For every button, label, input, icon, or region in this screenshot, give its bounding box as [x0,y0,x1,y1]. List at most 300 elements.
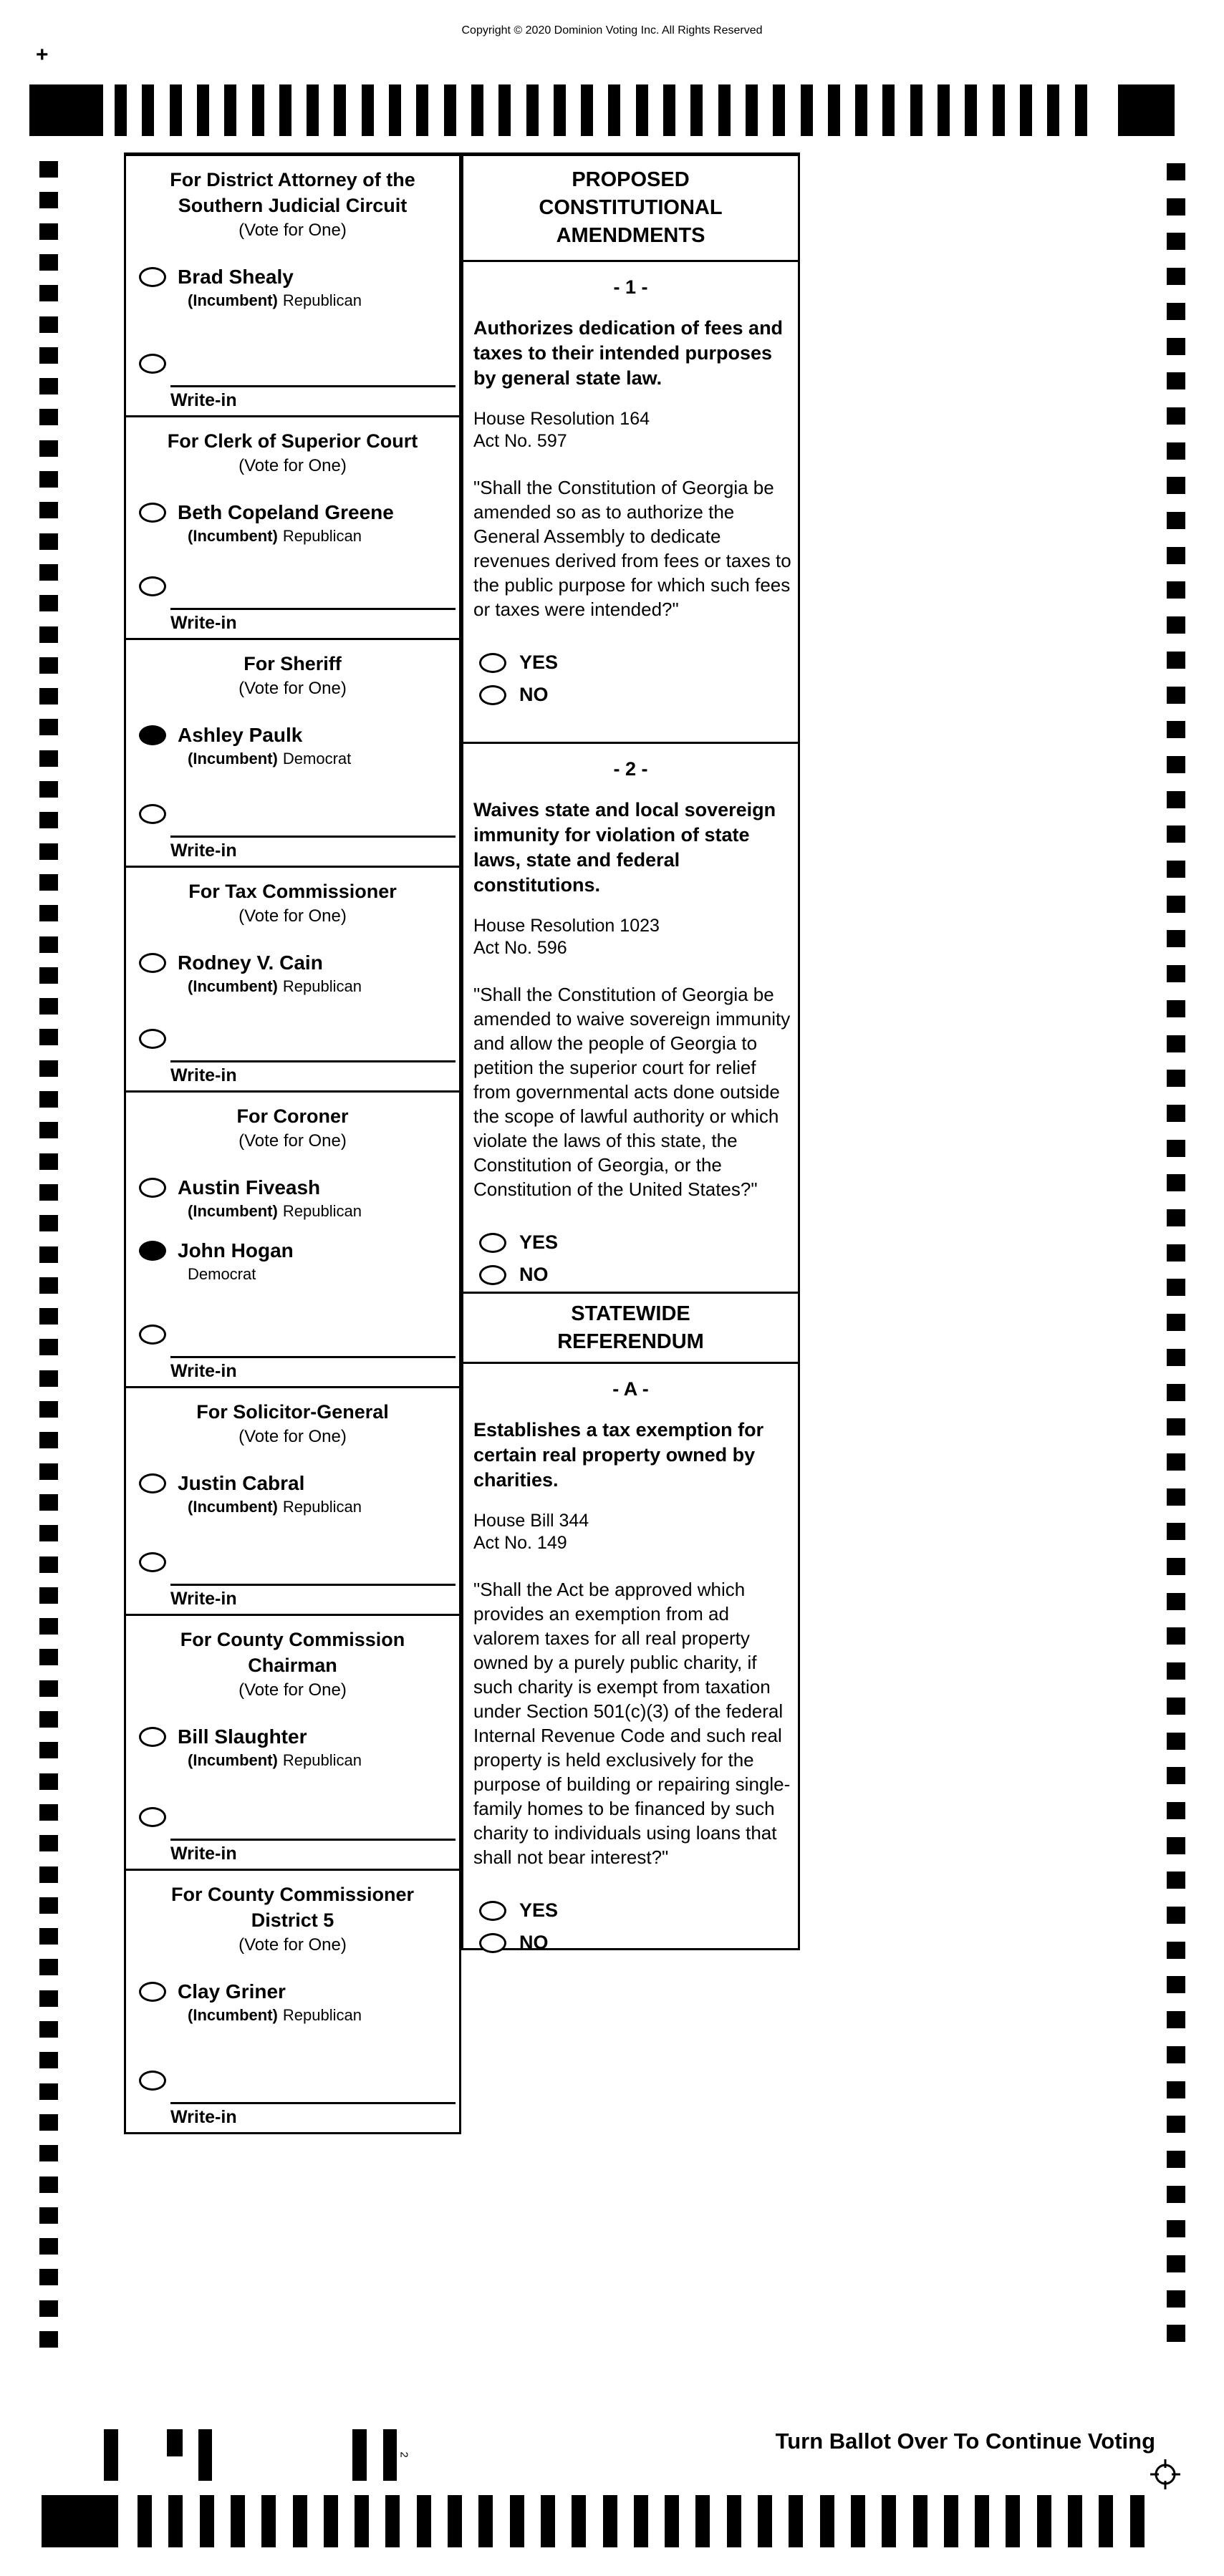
candidate-oval[interactable] [139,267,166,287]
timing-mark [718,84,731,136]
candidate-name: Ashley Paulk [178,724,303,746]
contest-title: For County Commissioner District 5 [170,1884,415,1931]
writein-oval[interactable] [139,1552,166,1572]
contest-coroner [126,1103,459,1388]
timing-mark [39,1928,58,1945]
timing-mark [42,2495,118,2547]
timing-mark [324,2495,338,2547]
writein-oval[interactable] [139,1325,166,1345]
candidate-row [139,1725,459,1748]
candidate-row [139,1239,459,1262]
timing-mark [1167,652,1185,669]
measures-column [461,152,800,1953]
timing-mark [1167,163,1185,180]
timing-mark [498,84,511,136]
timing-mark [1167,1872,1185,1889]
timing-mark [1167,1314,1185,1331]
timing-mark [746,84,758,136]
timing-mark [1167,2081,1185,2098]
timing-mark [39,2052,58,2068]
timing-mark [1167,2255,1185,2272]
measure-amendment-2 [463,758,798,1294]
timing-mark [572,2495,586,2547]
timing-mark [1167,303,1185,320]
candidate-party: (Incumbent) Republican [188,977,362,995]
timing-mark [1167,1070,1185,1087]
timing-mark [115,84,127,136]
timing-mark [39,1246,58,1263]
amendments-header: PROPOSED CONSTITUTIONAL AMENDMENTS [463,156,798,262]
timing-mark [1167,1837,1185,1854]
timing-mark [1167,1453,1185,1471]
timing-mark [224,84,236,136]
timing-mark [39,1339,58,1355]
candidate-party: (Incumbent) Democrat [188,750,352,768]
timing-mark [636,84,648,136]
writein-area[interactable] [170,836,456,861]
timing-mark [478,2495,493,2547]
timing-mark [727,2495,741,2547]
candidate-oval[interactable] [139,1241,166,1261]
timing-mark [828,84,840,136]
contest-title: For Coroner [236,1105,349,1127]
timing-mark [39,2176,58,2193]
timing-mark [39,471,58,488]
measure-references: House Resolution 1023 Act No. 596 [473,916,660,958]
timing-mark [39,2238,58,2255]
timing-mark [39,719,58,735]
timing-mark [39,2145,58,2161]
candidate-oval[interactable] [139,1178,166,1198]
timing-mark [1167,407,1185,425]
timing-mark [1167,756,1185,773]
contest-county-commissioner-district-5 [126,1882,459,2132]
timing-mark [39,2114,58,2131]
writein-label: Write-in [170,1844,237,1864]
vote-for-one-instruction: (Vote for One) [238,1131,347,1151]
timing-mark [581,84,593,136]
timing-mark [1167,721,1185,738]
contest-district-attorney [126,167,459,417]
timing-mark [444,84,456,136]
writein-oval[interactable] [139,2071,166,2091]
timing-mark [975,2495,989,2547]
timing-mark [541,2495,555,2547]
timing-mark [1167,198,1185,216]
timing-mark [448,2495,462,2547]
timing-mark [39,2207,58,2224]
plus-registration-mark: + [36,43,49,67]
timing-mark [1167,268,1185,285]
timing-mark [39,1804,58,1821]
measure-amendment-1 [463,276,798,744]
timing-mark [1167,1035,1185,1052]
measure-question: "Shall the Constitution of Georgia be amended so as to authorize the General Assembly to dedicate revenues derived from fees or taxes to the public purpose for which such fees or taxes were intended?" [473,477,791,620]
timing-mark [758,2495,772,2547]
measure-number: - 1 - [613,276,648,298]
measure-summary: Establishes a tax exemption for certain real property owned by charities. [473,1419,764,1491]
timing-mark [39,440,58,457]
timing-mark [142,84,154,136]
timing-mark [471,84,483,136]
timing-mark [39,1060,58,1077]
candidate-name: Clay Griner [178,1980,286,2003]
timing-mark [39,161,58,178]
timing-mark [138,2495,152,2547]
timing-mark [1167,2290,1185,2308]
timing-mark [39,998,58,1015]
writein-area[interactable] [170,1839,456,1864]
yes-label: YES [519,1899,559,1921]
timing-mark [1167,1802,1185,1819]
no-oval[interactable] [479,1265,506,1285]
timing-mark [944,2495,958,2547]
timing-mark [1167,1976,1185,1993]
timing-mark [1167,1279,1185,1296]
timing-mark [39,750,58,767]
writein-label: Write-in [170,841,237,861]
timing-mark [882,2495,896,2547]
no-label: NO [519,684,549,705]
writein-area[interactable] [170,1060,456,1086]
contest-title: For Solicitor-General [196,1401,389,1423]
candidate-oval[interactable] [139,1982,166,2002]
timing-mark [39,1773,58,1790]
timing-mark [820,2495,834,2547]
timing-mark [39,1463,58,1480]
timing-mark [1167,1105,1185,1122]
timing-mark [634,2495,648,2547]
timing-mark [1167,1418,1185,1435]
timing-mark [1068,2495,1082,2547]
contest-title: For Sheriff [244,653,342,674]
timing-mark [1167,1140,1185,1157]
timing-mark [39,2021,58,2038]
timing-mark [1167,1698,1185,1715]
turn-ballot-over-text: Turn Ballot Over To Continue Voting [775,2429,1155,2454]
stub-bar [352,2429,367,2481]
measure-number: - A - [612,1378,649,1400]
timing-mark [1167,861,1185,878]
timing-mark [1167,1627,1185,1645]
timing-mark [663,84,675,136]
timing-mark [39,1432,58,1448]
timing-mark [1075,84,1087,136]
timing-mark [1167,233,1185,250]
candidate-name: Justin Cabral [178,1472,305,1494]
timing-mark [1167,896,1185,913]
writein-oval[interactable] [139,576,166,596]
timing-mark [1167,2220,1185,2237]
timing-mark [1047,84,1059,136]
writein-label: Write-in [170,1589,237,1609]
no-label: NO [519,1264,549,1285]
timing-mark [39,1680,58,1697]
timing-mark [416,84,428,136]
yes-oval[interactable] [479,1233,506,1253]
timing-mark [39,1122,58,1138]
timing-mark [1167,1209,1185,1226]
timing-mark [1099,2495,1113,2547]
contest-column [124,152,461,2134]
timing-mark [39,2083,58,2100]
writein-label: Write-in [170,390,237,410]
no-choice [479,1932,798,1954]
timing-mark [1167,1662,1185,1680]
contest-county-commission-chairman [126,1627,459,1871]
statewide-referendum-header: STATEWIDE REFERENDUM [463,1294,798,1364]
candidate-party: (Incumbent) Republican [188,1751,362,1769]
timing-mark [39,843,58,860]
no-choice [479,684,798,706]
candidate-party: (Incumbent) Republican [188,1202,362,1220]
timing-mark [39,1897,58,1914]
writein-oval[interactable] [139,1029,166,1049]
writein-area[interactable] [170,608,456,634]
timing-mark [39,347,58,364]
writein-area[interactable] [170,1356,456,1382]
timing-mark [510,2495,524,2547]
timing-mark [39,2331,58,2348]
no-label: NO [519,1932,549,1953]
timing-mark [385,2495,400,2547]
timing-mark [39,812,58,828]
timing-mark [39,2269,58,2285]
timing-mark [1130,2495,1145,2547]
timing-mark [1167,1244,1185,1262]
timing-mark [39,936,58,953]
timing-mark [554,84,566,136]
candidate-row [139,266,459,289]
timing-mark [293,2495,307,2547]
timing-mark [1167,338,1185,355]
contest-sheriff [126,651,459,868]
timing-mark [362,84,374,136]
candidate-oval[interactable] [139,1727,166,1747]
stub-bar [104,2429,118,2481]
timing-mark [801,84,813,136]
contest-title: For Clerk of Superior Court [167,430,418,452]
candidate-name: Brad Shealy [178,266,294,288]
timing-mark [39,1835,58,1851]
candidate-oval[interactable] [139,1473,166,1493]
timing-mark [39,1742,58,1758]
timing-mark [39,874,58,891]
measure-question: "Shall the Constitution of Georgia be amended to waive sovereign immunity and allow the people of Georgia to petition the superior court for relief from governmental acts done outside the scope of lawful authority or which violate the laws of this state, the Constitution of Georgia, or the Constitution of the United States?" [473,984,791,1200]
timing-mark [39,254,58,271]
timing-mark [855,84,867,136]
timing-mark [1167,930,1185,947]
timing-mark [690,84,703,136]
timing-mark [39,1711,58,1728]
timing-mark [1167,1384,1185,1401]
writein-area[interactable] [170,1584,456,1609]
timing-mark [39,2300,58,2317]
timing-mark [39,1370,58,1387]
timing-mark [1167,965,1185,982]
timing-mark [334,84,346,136]
no-oval[interactable] [479,685,506,705]
timing-mark [851,2495,865,2547]
timing-mark [1167,1907,1185,1924]
timing-mark [39,1587,58,1604]
contest-title: For Tax Commissioner [188,881,397,902]
timing-mark [39,409,58,425]
measure-references: House Resolution 164 Act No. 597 [473,409,650,451]
timing-mark [1167,372,1185,389]
candidate-party: (Incumbent) Republican [188,527,362,545]
timing-mark [1167,2116,1185,2133]
timing-mark [1167,2151,1185,2168]
writein-label: Write-in [170,1361,237,1381]
timing-mark [39,781,58,798]
candidate-row [139,952,459,974]
timing-mark [1037,2495,1051,2547]
timing-mark [39,1649,58,1665]
timing-mark [1167,825,1185,843]
yes-oval[interactable] [479,1901,506,1921]
timing-mark [39,657,58,674]
timing-mark [39,1959,58,1975]
timing-mark [1167,581,1185,599]
timing-mark [1167,1733,1185,1750]
timing-mark [200,2495,214,2547]
candidate-row [139,1472,459,1495]
timing-mark [1020,84,1032,136]
yes-choice [479,652,798,674]
writein-area[interactable] [170,385,456,411]
vote-for-one-instruction: (Vote for One) [238,1427,347,1446]
candidate-name: Rodney V. Cain [178,952,323,974]
measure-summary: Waives state and local sovereign immunity for violation of state laws, state and federal constitutions. [473,799,776,896]
timing-mark [1167,512,1185,529]
timing-mark [1167,791,1185,808]
timing-mark [39,378,58,394]
writein-oval[interactable] [139,1807,166,1827]
timing-mark [197,84,209,136]
timing-mark [1167,2011,1185,2028]
timing-mark [252,84,264,136]
timing-mark [39,1153,58,1170]
timing-mark [1167,442,1185,460]
vote-for-one-instruction: (Vote for One) [238,1680,347,1700]
timing-mark [608,84,620,136]
timing-mark [1118,84,1175,136]
writein-oval[interactable] [139,804,166,824]
no-choice [479,1264,798,1286]
timing-mark [39,1215,58,1231]
candidate-party: (Incumbent) Republican [188,1498,362,1516]
registration-crosshair-icon [1148,2457,1182,2492]
candidate-name: Austin Fiveash [178,1176,321,1199]
timing-mark [1167,2046,1185,2063]
timing-mark [39,688,58,704]
measure-references: House Bill 344 Act No. 149 [473,1511,589,1553]
timing-mark [1167,1942,1185,1959]
timing-mark [279,84,291,136]
timing-mark [39,1184,58,1201]
timing-mark [231,2495,245,2547]
timing-mark [39,1091,58,1108]
candidate-row [139,724,459,747]
timing-mark [39,967,58,984]
measure-referendum-a [463,1378,798,1953]
timing-mark [39,316,58,333]
timing-mark [1167,2186,1185,2203]
candidate-oval[interactable] [139,503,166,523]
timing-mark [39,1556,58,1573]
timing-mark [39,223,58,240]
timing-mark [39,1029,58,1045]
contest-title: For County Commission Chairman [180,1629,405,1676]
yes-oval[interactable] [479,653,506,673]
timing-mark [39,1866,58,1883]
timing-mark [39,1618,58,1635]
candidate-oval[interactable] [139,725,166,745]
timing-mark [1167,547,1185,564]
timing-mark [355,2495,369,2547]
timing-mark [168,2495,183,2547]
measure-question: "Shall the Act be approved which provides an exemption from ad valorem taxes for all real property owned by a purely public charity, if such charity is exempt from taxation under Section 501(c)(3) of the federal Internal Revenue Code and such real property is held exclusively for the purpose of building or repairing single-family homes to be financed by such charity to individuals using loans that shall not bear interest?" [473,1579,791,1868]
timing-mark [170,84,182,136]
contest-clerk-superior-court [126,428,459,640]
no-oval[interactable] [479,1933,506,1953]
vote-for-one-instruction: (Vote for One) [238,906,347,926]
timing-mark [39,533,58,550]
timing-mark [1167,1558,1185,1575]
writein-label: Write-in [170,613,237,633]
timing-mark [39,1277,58,1294]
timing-mark [1167,1488,1185,1506]
timing-mark [603,2495,617,2547]
timing-mark [526,84,539,136]
timing-mark [39,564,58,581]
timing-mark [39,595,58,611]
candidate-oval[interactable] [139,953,166,973]
yes-label: YES [519,1231,559,1253]
timing-mark [307,84,319,136]
candidate-row [139,501,459,524]
timing-mark [39,192,58,208]
timing-mark [910,84,922,136]
timing-mark [1167,1523,1185,1540]
writein-label: Write-in [170,1065,237,1085]
candidate-name: Bill Slaughter [178,1725,307,1748]
contest-tax-commissioner [126,878,459,1093]
contest-solicitor-general [126,1399,459,1616]
timing-mark [993,84,1005,136]
timing-mark [1167,1349,1185,1366]
timing-mark [39,1494,58,1511]
timing-mark [1167,1593,1185,1610]
timing-mark [1167,1174,1185,1191]
writein-area[interactable] [170,2102,456,2128]
stub-digit: 2 [397,2451,410,2458]
timing-mark [29,84,103,136]
candidate-party: (Incumbent) Republican [188,2006,362,2024]
timing-mark [39,502,58,518]
yes-choice [479,1899,798,1922]
candidate-name: Beth Copeland Greene [178,501,394,523]
timing-mark [389,84,401,136]
writein-oval[interactable] [139,354,166,374]
candidate-row [139,1176,459,1199]
timing-mark [938,84,950,136]
timing-mark [1167,616,1185,634]
timing-mark [913,2495,927,2547]
timing-mark [39,905,58,921]
candidate-name: John Hogan [178,1239,294,1262]
